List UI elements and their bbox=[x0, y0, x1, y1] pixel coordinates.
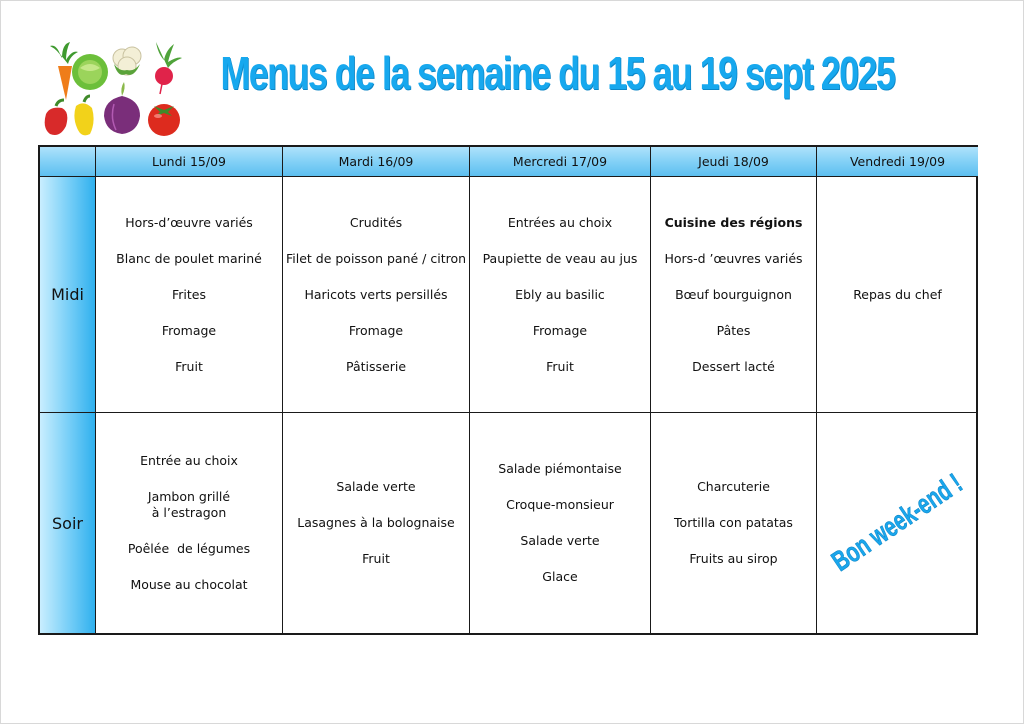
dish: Lasagnes à la bolognaise bbox=[297, 515, 455, 530]
dish: Jambon grillé à l’estragon bbox=[147, 489, 231, 520]
dish: Pâtes bbox=[716, 322, 751, 338]
dish: Fromage bbox=[161, 322, 217, 338]
dish: Bœuf bourguignon bbox=[675, 286, 792, 302]
dish: Fruit bbox=[175, 358, 203, 374]
row-header-midi: Midi bbox=[40, 177, 96, 413]
menu-cell-soir-monday bbox=[96, 413, 283, 633]
row-header-soir: Soir bbox=[40, 413, 96, 633]
day-header-monday: Lundi 15/09 bbox=[96, 147, 283, 177]
menu-cell-midi-monday bbox=[96, 177, 283, 413]
day-header-friday: Vendredi 19/09 bbox=[817, 147, 978, 177]
dish: Ebly au basilic bbox=[515, 286, 605, 302]
dish: Salade verte bbox=[336, 479, 416, 494]
dish: Entrées au choix bbox=[507, 214, 613, 230]
dish: Entrée au choix bbox=[140, 453, 238, 468]
dish: Blanc de poulet mariné bbox=[116, 250, 262, 266]
menu-cell-midi-wednesday bbox=[470, 177, 651, 413]
dish: Fruit bbox=[362, 551, 390, 566]
dish: Charcuterie bbox=[697, 479, 770, 494]
menu-cell-midi-friday bbox=[817, 177, 978, 413]
page-title: Menus de la semaine du 15 au 19 sept 2025 bbox=[220, 47, 895, 99]
weekend-wordart bbox=[826, 435, 1015, 580]
dish: Paupiette de veau au jus bbox=[482, 250, 638, 266]
dish: Poêlée de légumes bbox=[127, 541, 251, 556]
dish-theme: Cuisine des régions bbox=[664, 214, 803, 230]
dish: Fromage bbox=[532, 322, 588, 338]
menu-cell-midi-thursday bbox=[651, 177, 817, 413]
dish: Tortilla con patatas bbox=[674, 515, 793, 530]
weekend-text: Bon week-end ! bbox=[826, 435, 1015, 577]
yellow-pepper-icon bbox=[74, 96, 93, 135]
day-header-tuesday: Mardi 16/09 bbox=[283, 147, 470, 177]
cabbage-icon bbox=[72, 54, 108, 90]
dish: Frites bbox=[172, 286, 206, 302]
red-pepper-icon bbox=[45, 100, 68, 135]
tomato-icon bbox=[148, 104, 180, 136]
menu-cell-midi-tuesday bbox=[283, 177, 470, 413]
dish: Hors-d’œuvre variés bbox=[125, 214, 253, 230]
onion-icon bbox=[104, 82, 140, 134]
menu-cell-soir-wednesday bbox=[470, 413, 651, 633]
menu-cell-soir-tuesday bbox=[283, 413, 470, 633]
dish: Fruits au sirop bbox=[689, 551, 778, 566]
dish: Dessert lacté bbox=[692, 358, 775, 374]
dish: Haricots verts persillés bbox=[304, 286, 448, 302]
table-corner-cell bbox=[40, 147, 96, 177]
dish: Pâtisserie bbox=[345, 358, 407, 374]
day-header-wednesday: Mercredi 17/09 bbox=[470, 147, 651, 177]
dish: Croque-monsieur bbox=[506, 497, 614, 512]
dish: Fromage bbox=[348, 322, 404, 338]
dish: Repas du chef bbox=[853, 286, 942, 302]
radish-icon bbox=[155, 42, 182, 94]
vegetables-illustration bbox=[36, 38, 194, 142]
dish: Glace bbox=[542, 569, 578, 584]
dish: Mouse au chocolat bbox=[130, 577, 248, 592]
dish: Fruit bbox=[546, 358, 574, 374]
cauliflower-icon bbox=[113, 47, 141, 75]
dish: Hors-d ’œuvres variés bbox=[664, 250, 803, 266]
day-header-thursday: Jeudi 18/09 bbox=[651, 147, 817, 177]
dish: Salade piémontaise bbox=[498, 461, 622, 476]
dish: Crudités bbox=[349, 214, 403, 230]
dish: Salade verte bbox=[520, 533, 600, 548]
menu-cell-soir-thursday bbox=[651, 413, 817, 633]
dish: Filet de poisson pané / citron bbox=[285, 250, 467, 266]
